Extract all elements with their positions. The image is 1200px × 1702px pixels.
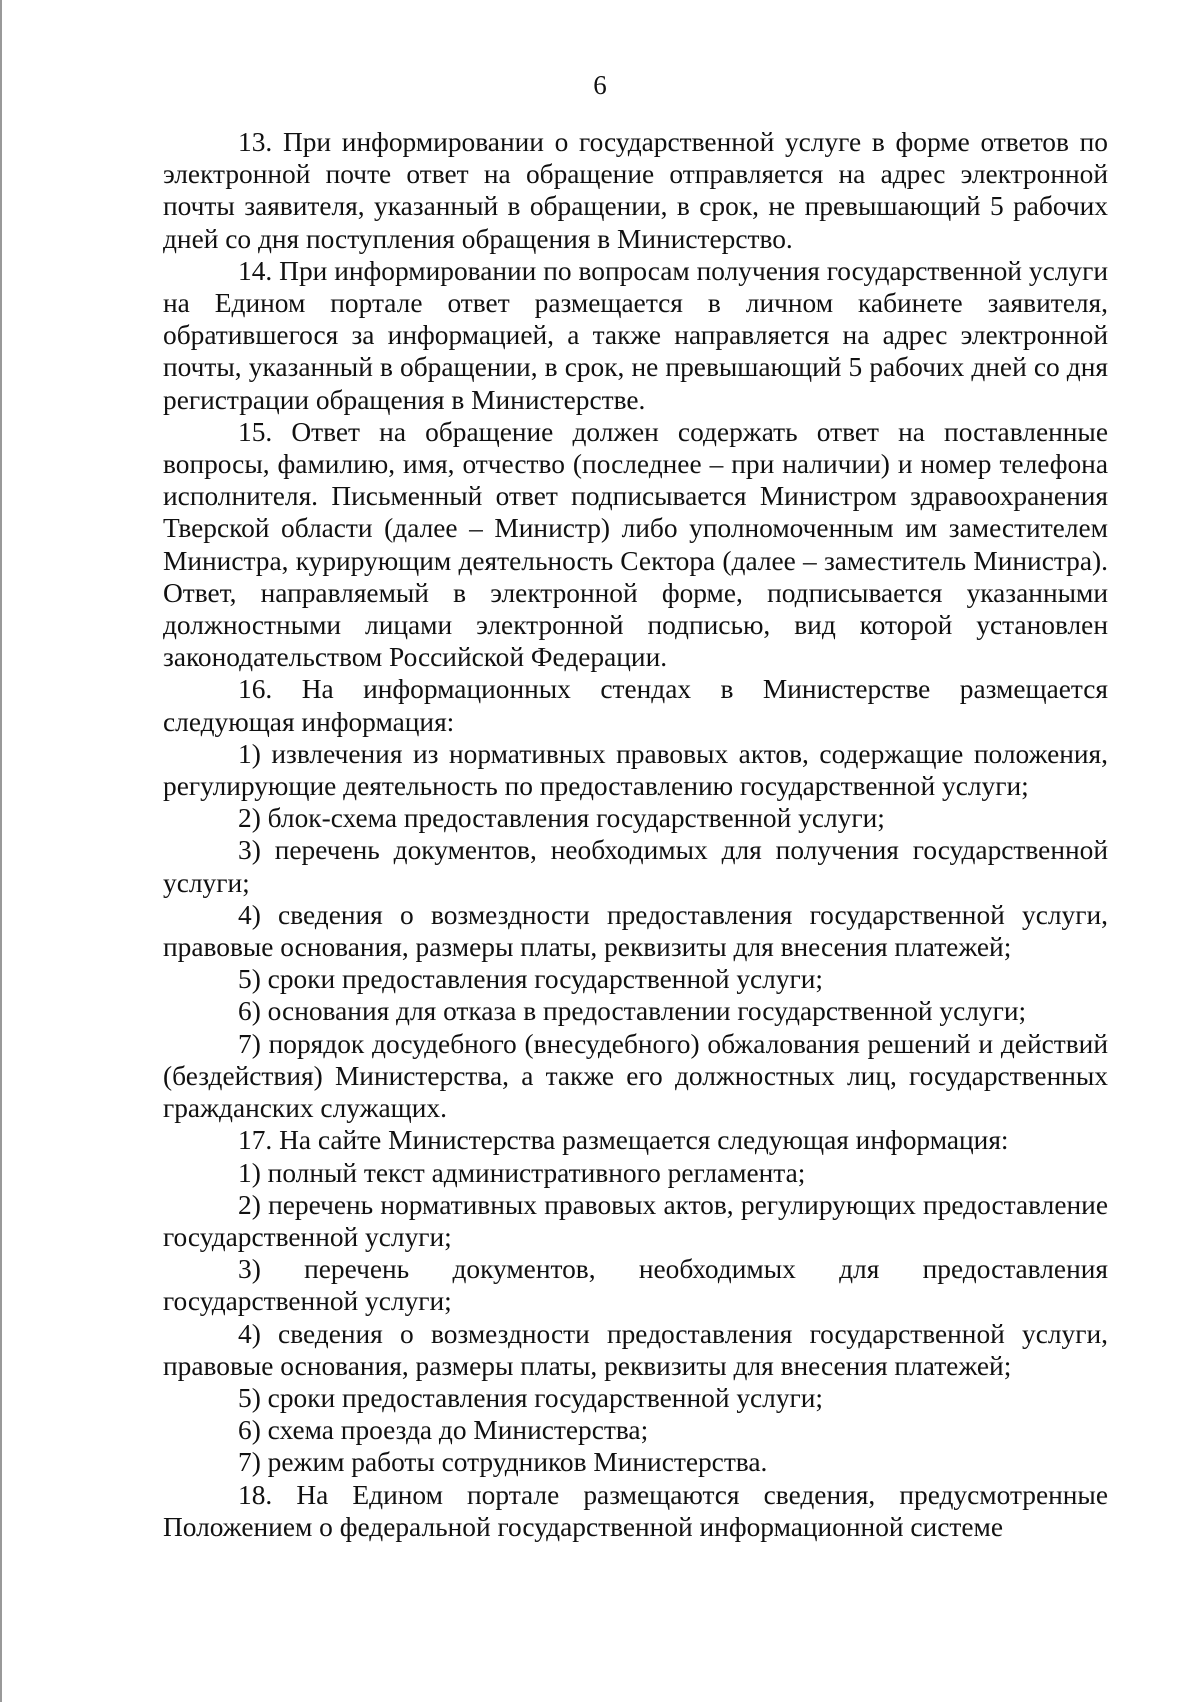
list-item-16-4: 4) сведения о возмездности предоставления государственной услуги, правовые основания, размеры платы, реквизиты для внесения платежей; — [163, 899, 1108, 963]
paragraph-14: 14. При информировании по вопросам получения государственной услуги на Едином портале ответ размещается в личном кабинете заявителя, обратившегося за информацией, а также направляется на адрес электронной почты, указанный в обращении, в срок, не превышающий 5 рабочих дней со дня регистрации обращения в Министерстве. — [163, 255, 1108, 415]
list-item-17-7: 7) режим работы сотрудников Министерства. — [238, 1447, 768, 1478]
paragraph-17: 17. На сайте Министерства размещается следующая информация: — [238, 1125, 1009, 1156]
list-item-17-3: 3) перечень документов, необходимых для предоставления государственной услуги; — [163, 1254, 1108, 1317]
paragraph-18: 18. На Едином портале размещаются сведения, предусмотренные Положением о федеральной государственной информационной системе — [163, 1479, 1108, 1542]
paragraph-16: 16. На информационных стендах в Министерстве размещается следующая информация: — [163, 674, 1108, 737]
document-body — [163, 126, 1108, 1543]
list-item-17-1: 1) полный текст административного регламента; — [238, 1157, 806, 1188]
list-item-17-5: 5) сроки предоставления государственной услуги; — [238, 1382, 824, 1413]
list-item-16-7: 7) порядок досудебного (внесудебного) обжалования решений и действий (бездействия) Министерства, а также его должностных лиц, государственных гражданских служащих. — [163, 1028, 1108, 1124]
paragraph-13: 13. При информировании о государственной услуге в форме ответов по электронной почте ответ на обращение отправляется на адрес электронной почты заявителя, указанный в обращении, в срок, не превышающий 5 рабочих дней со дня поступления обращения в Министерство. — [163, 127, 1108, 254]
page-number: 6 — [593, 70, 607, 100]
paragraph-15: 15. Ответ на обращение должен содержать ответ на поставленные вопросы, фамилию, имя, отчество (последнее – при наличии) и номер телефона исполнителя. Письменный ответ подписывается Министром здравоохранения Тверской области (далее – Министр) либо уполномоченным им заместителем Министра, курирующим деятельность Сектора (далее – заместитель Министра). Ответ, направляемый в электронной форме, подписывается указанными должностными лицами электронной подписью, вид которой установлен законодательством Российской Федерации. — [163, 416, 1108, 673]
list-item-16-2: 2) блок-схема предоставления государственной услуги; — [238, 803, 885, 834]
list-item-16-6: 6) основания для отказа в предоставлении государственной услуги; — [238, 996, 1027, 1027]
list-item-16-1: 1) извлечения из нормативных правовых актов, содержащие положения, регулирующие деятельность по предоставлению государственной услуги; — [163, 738, 1108, 802]
scan-edge-shadow — [0, 0, 2, 1702]
list-item-16-5: 5) сроки предоставления государственной услуги; — [238, 964, 824, 995]
list-item-16-3: 3) перечень документов, необходимых для получения государственной услуги; — [163, 835, 1108, 898]
list-item-17-4: 4) сведения о возмездности предоставления государственной услуги, правовые основания, размеры платы, реквизиты для внесения платежей; — [163, 1318, 1108, 1381]
list-item-17-6: 6) схема проезда до Министерства; — [238, 1415, 649, 1446]
list-item-17-2: 2) перечень нормативных правовых актов, регулирующих предоставление государственной услуги; — [163, 1189, 1108, 1252]
